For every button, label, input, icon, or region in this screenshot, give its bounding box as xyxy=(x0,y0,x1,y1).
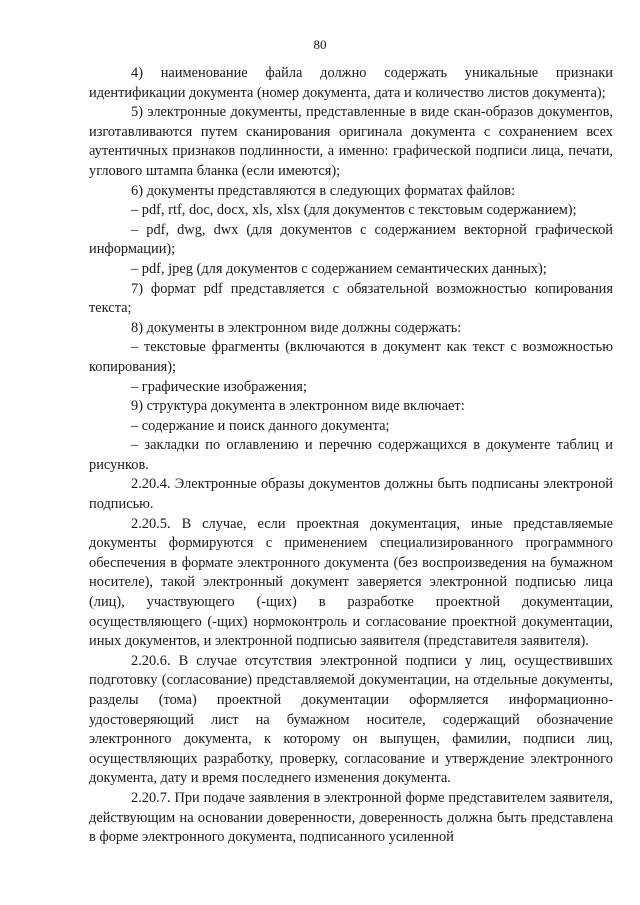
paragraph-item-7: 7) формат pdf представляется с обязательной возможностью копирования текста; xyxy=(89,280,613,317)
clause-2-20-6: 2.20.6. В случае отсутствия электронной подписи у лиц, осуществивших подготовку (согласование) представляемой документации, на отдельные документы, разделы (тома) проектной документации оформляется информационно-удостоверяющий лист на бумажном носителе, содержащий обозначение электронного документа, к которому он выпущен, фамилии, подписи лиц, осуществляющих разработку, проверку, согласование и утверждение электронного документа, дату и время последнего изменения документа. xyxy=(89,652,613,787)
document-body xyxy=(89,64,613,848)
clause-2-20-7: 2.20.7. При подаче заявления в электронной форме представителем заявителя, действующим на основании доверенности, доверенность должна быть представлена в форме электронного документа, подписанного усиленной xyxy=(89,789,613,846)
list-item-contents-search: – содержание и поиск данного документа; xyxy=(131,417,390,434)
paragraph-item-8: 8) документы в электронном виде должны содержать: xyxy=(131,319,462,336)
paragraph-item-6: 6) документы представляются в следующих форматах файлов: xyxy=(131,182,516,199)
list-item-bookmarks: – закладки по оглавлению и перечню содержащихся в документе таблиц и рисунков. xyxy=(89,437,613,473)
paragraph-item-4: 4) наименование файла должно содержать уникальные признаки идентификации документа (номер документа, дата и количество листов документа); xyxy=(89,65,613,101)
clause-2-20-5: 2.20.5. В случае, если проектная документация, иные представляемые документы формируются с применением специализированного программного обеспечения в формате электронного документа (без воспроизведения на бумажном носителе), такой электронный документ заверяется электронной подписью лица (лиц), участвующего (-щих) в разработке проектной документации, осуществляющего (-щих) нормоконтроль и согласование проектной документации, иных документов, и электронной подписью заявителя (представителя заявителя). xyxy=(89,515,613,650)
page-number: 80 xyxy=(313,37,327,52)
paragraph-item-5: 5) электронные документы, представленные в виде скан-образов документов, изготавливаются путем сканирования оригинала документа с сохранением всех аутентичных признаков подлинности, а именно: графической подписи лица, печати, углового штампа бланка (если имеются); xyxy=(89,104,613,179)
paragraph-item-9: 9) структура документа в электронном виде включает: xyxy=(131,398,465,415)
list-item-text-fragments: – текстовые фрагменты (включаются в документ как текст с возможностью копирования); xyxy=(89,339,613,375)
list-item-format-semantic: – pdf, jpeg (для документов с содержанием семантических данных); xyxy=(131,260,547,277)
clause-2-20-4: 2.20.4. Электронные образы документов должны быть подписаны электроной подписью. xyxy=(89,476,613,513)
list-item-format-vector: – pdf, dwg, dwx (для документов с содержанием векторной графической информации); xyxy=(89,221,613,258)
list-item-format-text: – pdf, rtf, doc, docx, xls, xlsx (для документов с текстовым содержанием); xyxy=(131,202,577,219)
list-item-graphic-images: – графические изображения; xyxy=(131,378,307,395)
